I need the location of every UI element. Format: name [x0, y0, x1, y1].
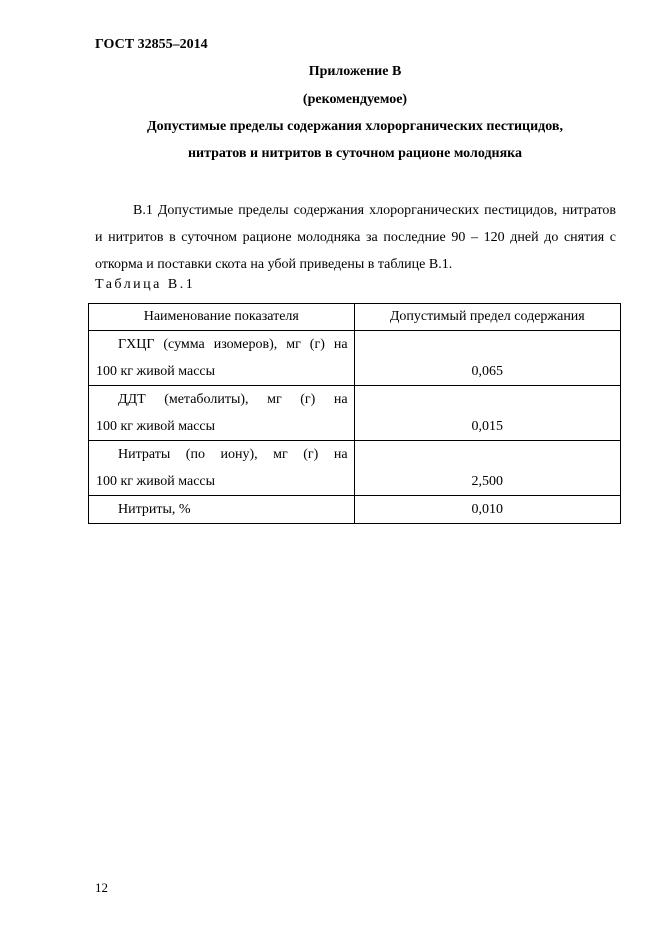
table-caption: Таблица В.1 — [95, 277, 196, 292]
indicator-name-line1: Нитраты (по иону), мг (г) на — [118, 447, 348, 462]
appendix-title: Приложение В — [308, 64, 402, 79]
indicator-name-line2: 100 кг живой массы — [96, 419, 216, 434]
indicator-name-line2: 100 кг живой массы — [96, 364, 216, 379]
page-number: 12 — [95, 880, 108, 895]
table-header-row — [89, 304, 621, 331]
table-row — [89, 331, 621, 386]
indicator-cell — [89, 386, 355, 441]
limit-value: 0,015 — [471, 419, 504, 434]
appendix-heading-line2: нитратов и нитритов в суточном рационе молодняка — [187, 146, 523, 161]
limit-cell — [354, 386, 620, 441]
indicator-name-line2: 100 кг живой массы — [96, 474, 216, 489]
limit-value: 2,500 — [471, 474, 504, 489]
limits-table — [88, 303, 621, 524]
body-paragraph: В.1 Допустимые пределы содержания хлорорганических пестицидов, нитратов и нитритов в суточном рационе молодняка за последние 90 – 120 дней до снятия с откорма и поставки скота на убой приведены в таблице В.1. — [95, 203, 616, 272]
indicator-name-line1: ГХЦГ (сумма изомеров), мг (г) на — [118, 337, 348, 352]
table-row — [89, 496, 621, 524]
indicator-cell — [89, 441, 355, 496]
limit-cell — [354, 331, 620, 386]
document-code: ГОСТ 32855–2014 — [95, 37, 208, 52]
limit-cell — [354, 441, 620, 496]
table-row — [89, 386, 621, 441]
indicator-name-line1: ДДТ (метаболиты), мг (г) на — [118, 392, 348, 407]
indicator-cell — [89, 496, 355, 524]
appendix-heading-line1: Допустимые пределы содержания хлорорганических пестицидов, — [147, 119, 563, 134]
header-allowed-limit: Допустимый предел содержания — [354, 304, 620, 331]
limit-value: 0,065 — [471, 364, 504, 379]
header-indicator-name: Наименование показателя — [89, 304, 355, 331]
limit-cell — [354, 496, 620, 524]
table-row — [89, 441, 621, 496]
limit-value: 0,010 — [471, 502, 504, 517]
indicator-cell — [89, 331, 355, 386]
appendix-status: (рекомендуемое) — [302, 92, 408, 107]
indicator-name: Нитриты, % — [118, 502, 191, 517]
